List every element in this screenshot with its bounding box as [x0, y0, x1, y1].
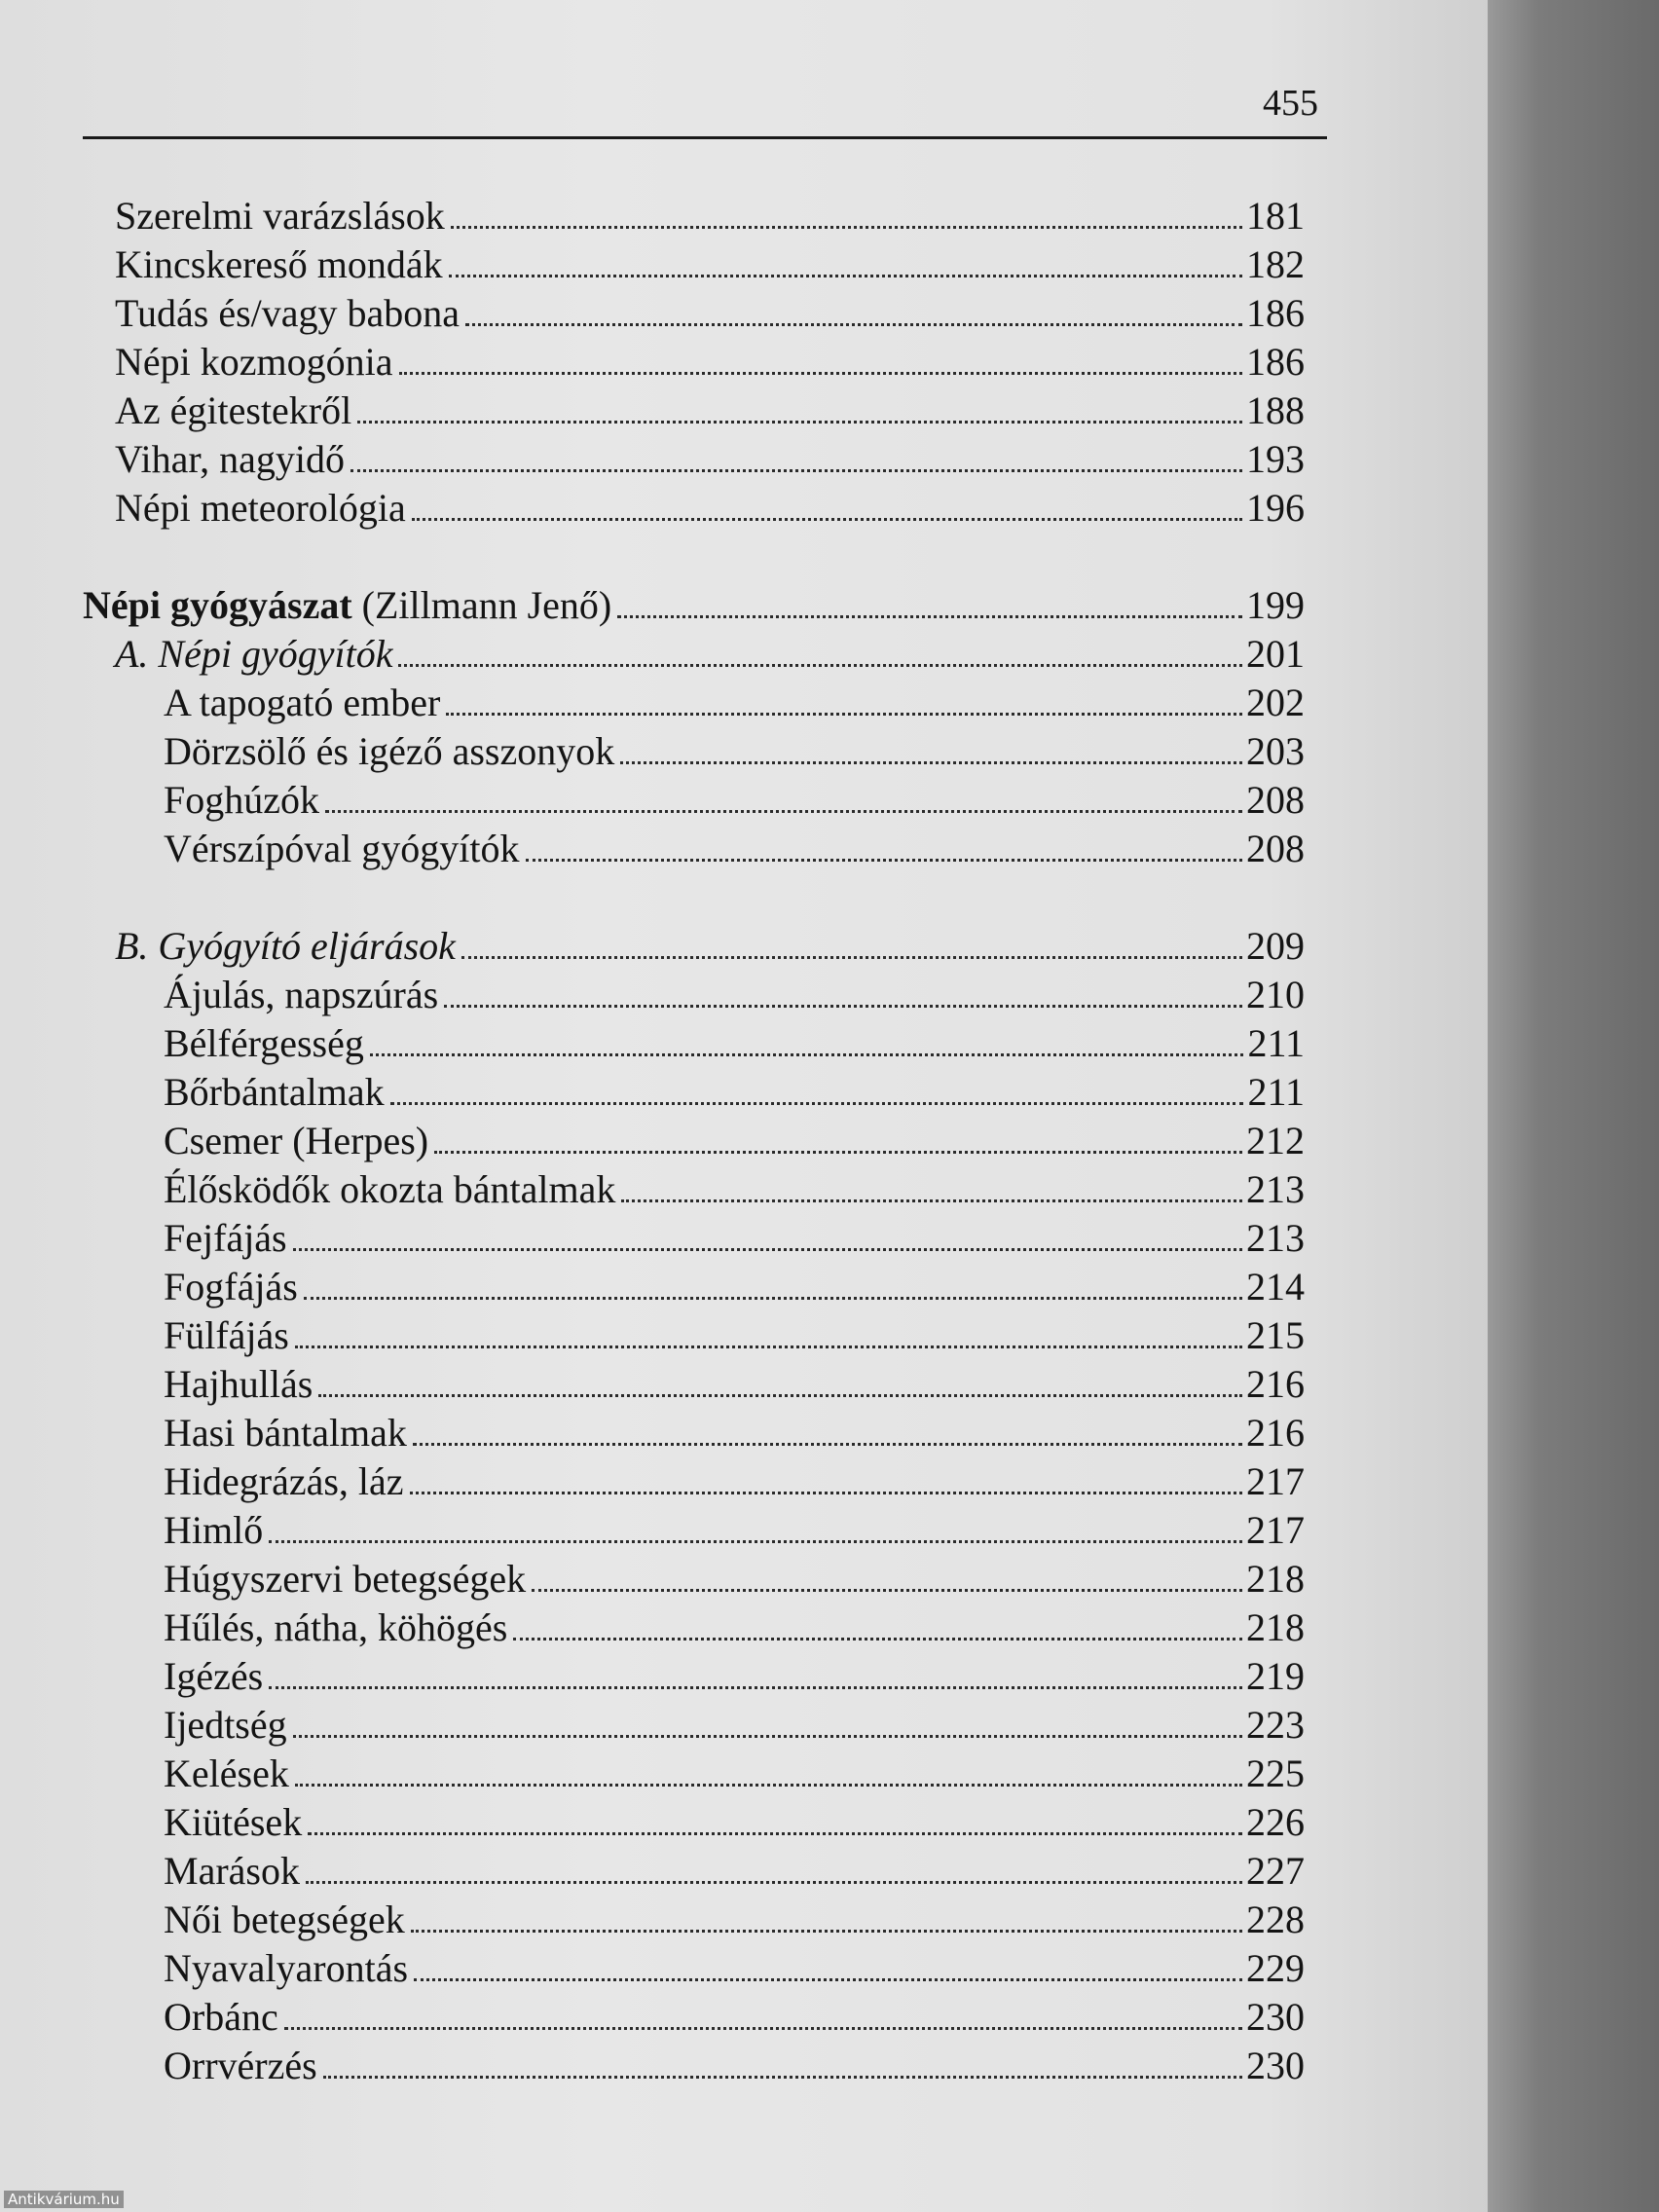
toc-entry-page: 201 [1246, 632, 1305, 676]
toc-entry-page: 212 [1246, 1119, 1305, 1162]
toc-entry-title [83, 580, 611, 631]
toc-entry [164, 1992, 1305, 2043]
toc-entry-title: Fogfájás [164, 1265, 298, 1309]
toc-entry-page: 211 [1247, 1021, 1305, 1065]
toc-entry-page: 216 [1246, 1411, 1305, 1455]
toc-entry-title: Kincskereső mondák [115, 242, 443, 286]
toc-entry [164, 1310, 1305, 1361]
toc-entry [83, 580, 1305, 631]
toc-entry-title: Orbánc [164, 1995, 278, 2039]
toc-entry-title: Fülfájás [164, 1313, 289, 1357]
toc-entry-title: Tudás és/vagy babona [115, 291, 461, 335]
dot-leader [398, 664, 1242, 667]
dot-leader [461, 956, 1242, 959]
toc-entry-title: Hidegrázás, láz [164, 1459, 404, 1503]
toc-entry-title: Hajhullás [164, 1362, 313, 1406]
dot-leader [434, 1151, 1242, 1154]
toc-entry [115, 483, 1305, 534]
toc-entry [164, 1700, 1305, 1751]
toc-entry [164, 2041, 1305, 2091]
toc-entry-page: 182 [1246, 242, 1305, 286]
toc-entry [164, 775, 1305, 826]
toc-entry [164, 1554, 1305, 1604]
dot-leader [357, 421, 1242, 424]
toc-entry-page: 218 [1246, 1557, 1305, 1601]
toc-entry-title: Hasi bántalmak [164, 1411, 407, 1455]
toc-entry-page: 217 [1246, 1459, 1305, 1503]
page-number: 455 [1263, 83, 1318, 124]
toc-entry-page: 230 [1246, 1995, 1305, 2039]
dot-leader [532, 1589, 1242, 1592]
dot-leader [269, 1540, 1242, 1543]
toc-entry-page: 202 [1246, 681, 1305, 724]
toc-entry-page: 213 [1246, 1167, 1305, 1211]
toc-entry-title: A. Népi gyógyítók [115, 632, 393, 676]
dot-leader [306, 1881, 1242, 1884]
toc-entry-title: Fejfájás [164, 1216, 287, 1260]
toc-entry-page: 186 [1246, 291, 1305, 335]
dot-leader [293, 1735, 1242, 1738]
dot-leader [451, 226, 1242, 229]
toc-entry-page: 203 [1246, 729, 1305, 773]
toc-entry [164, 1018, 1305, 1069]
dot-leader [323, 2076, 1242, 2079]
dot-leader [370, 1053, 1244, 1056]
toc-entry [164, 678, 1305, 728]
toc-entry-title: Ájulás, napszúrás [164, 973, 439, 1016]
toc-entry-page: 199 [1246, 583, 1305, 627]
watermark: Antikvárium.hu [4, 2191, 124, 2208]
toc-entry-page: 210 [1246, 973, 1305, 1016]
toc-entry-page: 219 [1246, 1654, 1305, 1698]
toc-entry [164, 1164, 1305, 1215]
dot-leader [412, 518, 1242, 521]
toc-entry-title: Himlő [164, 1508, 264, 1552]
toc-entry-title: Hűlés, nátha, köhögés [164, 1605, 508, 1649]
facing-page-edge [1488, 0, 1659, 2212]
toc-entry [164, 1213, 1305, 1264]
dot-leader [414, 1978, 1242, 1981]
toc-entry [164, 726, 1305, 777]
toc-entry-page: 215 [1246, 1313, 1305, 1357]
toc-entry-title: Vihar, nagyidő [115, 437, 345, 481]
toc-entry-title: Kelések [164, 1751, 289, 1795]
toc-entry-page: 213 [1246, 1216, 1305, 1260]
toc-entry-title: Igézés [164, 1654, 264, 1698]
dot-leader [304, 1297, 1242, 1300]
dot-leader [269, 1686, 1242, 1689]
dot-leader [620, 761, 1242, 764]
toc-entry-title: Női betegségek [164, 1898, 405, 1941]
toc-entry-page: 216 [1246, 1362, 1305, 1406]
dot-leader [295, 1784, 1242, 1787]
toc-entry-title: Dörzsölő és igéző asszonyok [164, 729, 615, 773]
dot-leader [621, 1199, 1242, 1202]
dot-leader [308, 1832, 1242, 1835]
toc-entry [164, 1505, 1305, 1556]
dot-leader [284, 2027, 1242, 2030]
toc-entry-title: Népi kozmogónia [115, 340, 393, 384]
toc-entry-page: 208 [1246, 778, 1305, 822]
toc-entry-page: 196 [1246, 486, 1305, 530]
dot-leader [399, 372, 1243, 375]
dot-leader [413, 1443, 1242, 1446]
toc-entry-page: 209 [1246, 924, 1305, 968]
toc-entry [164, 1067, 1305, 1118]
toc-entry-title: A tapogató ember [164, 681, 441, 724]
toc-entry-title: Kiütések [164, 1800, 303, 1844]
toc-entry-title: Marások [164, 1849, 300, 1893]
toc-entry [115, 629, 1305, 680]
toc-entry-page: 193 [1246, 437, 1305, 481]
toc-entry-page: 229 [1246, 1946, 1305, 1990]
dot-leader [526, 859, 1243, 862]
header-rule [83, 136, 1327, 139]
dot-leader [446, 713, 1242, 716]
toc-entry-title: Csemer (Herpes) [164, 1119, 429, 1162]
dot-leader [295, 1346, 1242, 1348]
toc-entry-page: 186 [1246, 340, 1305, 384]
toc-entry-page: 226 [1246, 1800, 1305, 1844]
toc-entry [164, 1603, 1305, 1653]
toc-entry-page: 230 [1246, 2044, 1305, 2087]
toc-entry-title: Vérszípóval gyógyítók [164, 827, 520, 870]
toc-entry-title: Nyavalyarontás [164, 1946, 409, 1990]
toc-entry [115, 921, 1305, 972]
toc-entry-title: Bőrbántalmak [164, 1070, 385, 1114]
toc-entry [164, 1408, 1305, 1458]
toc-entry-title: Bélférgesség [164, 1021, 364, 1065]
toc-entry [115, 434, 1305, 485]
toc-entry-page: 214 [1246, 1265, 1305, 1309]
toc-entry [164, 1943, 1305, 1994]
toc-entry [164, 1797, 1305, 1848]
toc-entry-page: 208 [1246, 827, 1305, 870]
toc-entry-page: 218 [1246, 1605, 1305, 1649]
dot-leader [513, 1638, 1242, 1641]
toc-entry [164, 1359, 1305, 1410]
dot-leader [465, 323, 1242, 326]
toc-entry-title: Húgyszervi betegségek [164, 1557, 527, 1601]
toc-entry-page: 217 [1246, 1508, 1305, 1552]
toc-entry [164, 1456, 1305, 1507]
toc-entry [164, 824, 1305, 874]
toc-entry-page: 227 [1246, 1849, 1305, 1893]
dot-leader [318, 1394, 1242, 1397]
toc-entry-title: B. Gyógyító eljárások [115, 924, 456, 968]
dot-leader [325, 810, 1242, 813]
dot-leader [410, 1492, 1242, 1494]
toc-entry-title: Népi meteorológia [115, 486, 406, 530]
toc-entry-page: 211 [1247, 1070, 1305, 1114]
toc-entry-page: 228 [1246, 1898, 1305, 1941]
toc-entry [164, 1116, 1305, 1166]
toc-entry-title: Élősködők okozta bántalmak [164, 1167, 616, 1211]
dot-leader [617, 615, 1242, 618]
dot-leader [444, 1005, 1242, 1008]
toc-entry-title: Az égitestekről [115, 388, 352, 432]
toc-entry [115, 240, 1305, 290]
toc-entry-title: Ijedtség [164, 1703, 287, 1747]
toc-entry [164, 1651, 1305, 1702]
toc-entry-title: Orrvérzés [164, 2044, 317, 2087]
toc-entry-page: 223 [1246, 1703, 1305, 1747]
toc-entry [115, 288, 1305, 339]
toc-entry [164, 970, 1305, 1020]
dot-leader [350, 469, 1242, 472]
toc-entry-title: Szerelmi varázslások [115, 194, 445, 238]
dot-leader [411, 1930, 1242, 1933]
chapter-title: Népi gyógyászat [83, 583, 352, 627]
toc-entry-title: Foghúzók [164, 778, 319, 822]
toc-entry-page: 225 [1246, 1751, 1305, 1795]
toc-entry [115, 386, 1305, 436]
toc-entry-page: 188 [1246, 388, 1305, 432]
toc-entry [164, 1262, 1305, 1312]
chapter-author: (Zillmann Jenő) [351, 583, 612, 627]
toc-entry [115, 337, 1305, 387]
toc-entry [164, 1749, 1305, 1799]
toc-entry-page: 181 [1246, 194, 1305, 238]
dot-leader [449, 275, 1242, 277]
toc-entry [164, 1895, 1305, 1945]
toc-entry [164, 1846, 1305, 1897]
dot-leader [390, 1102, 1244, 1105]
toc-entry [115, 191, 1305, 241]
dot-leader [293, 1248, 1242, 1251]
